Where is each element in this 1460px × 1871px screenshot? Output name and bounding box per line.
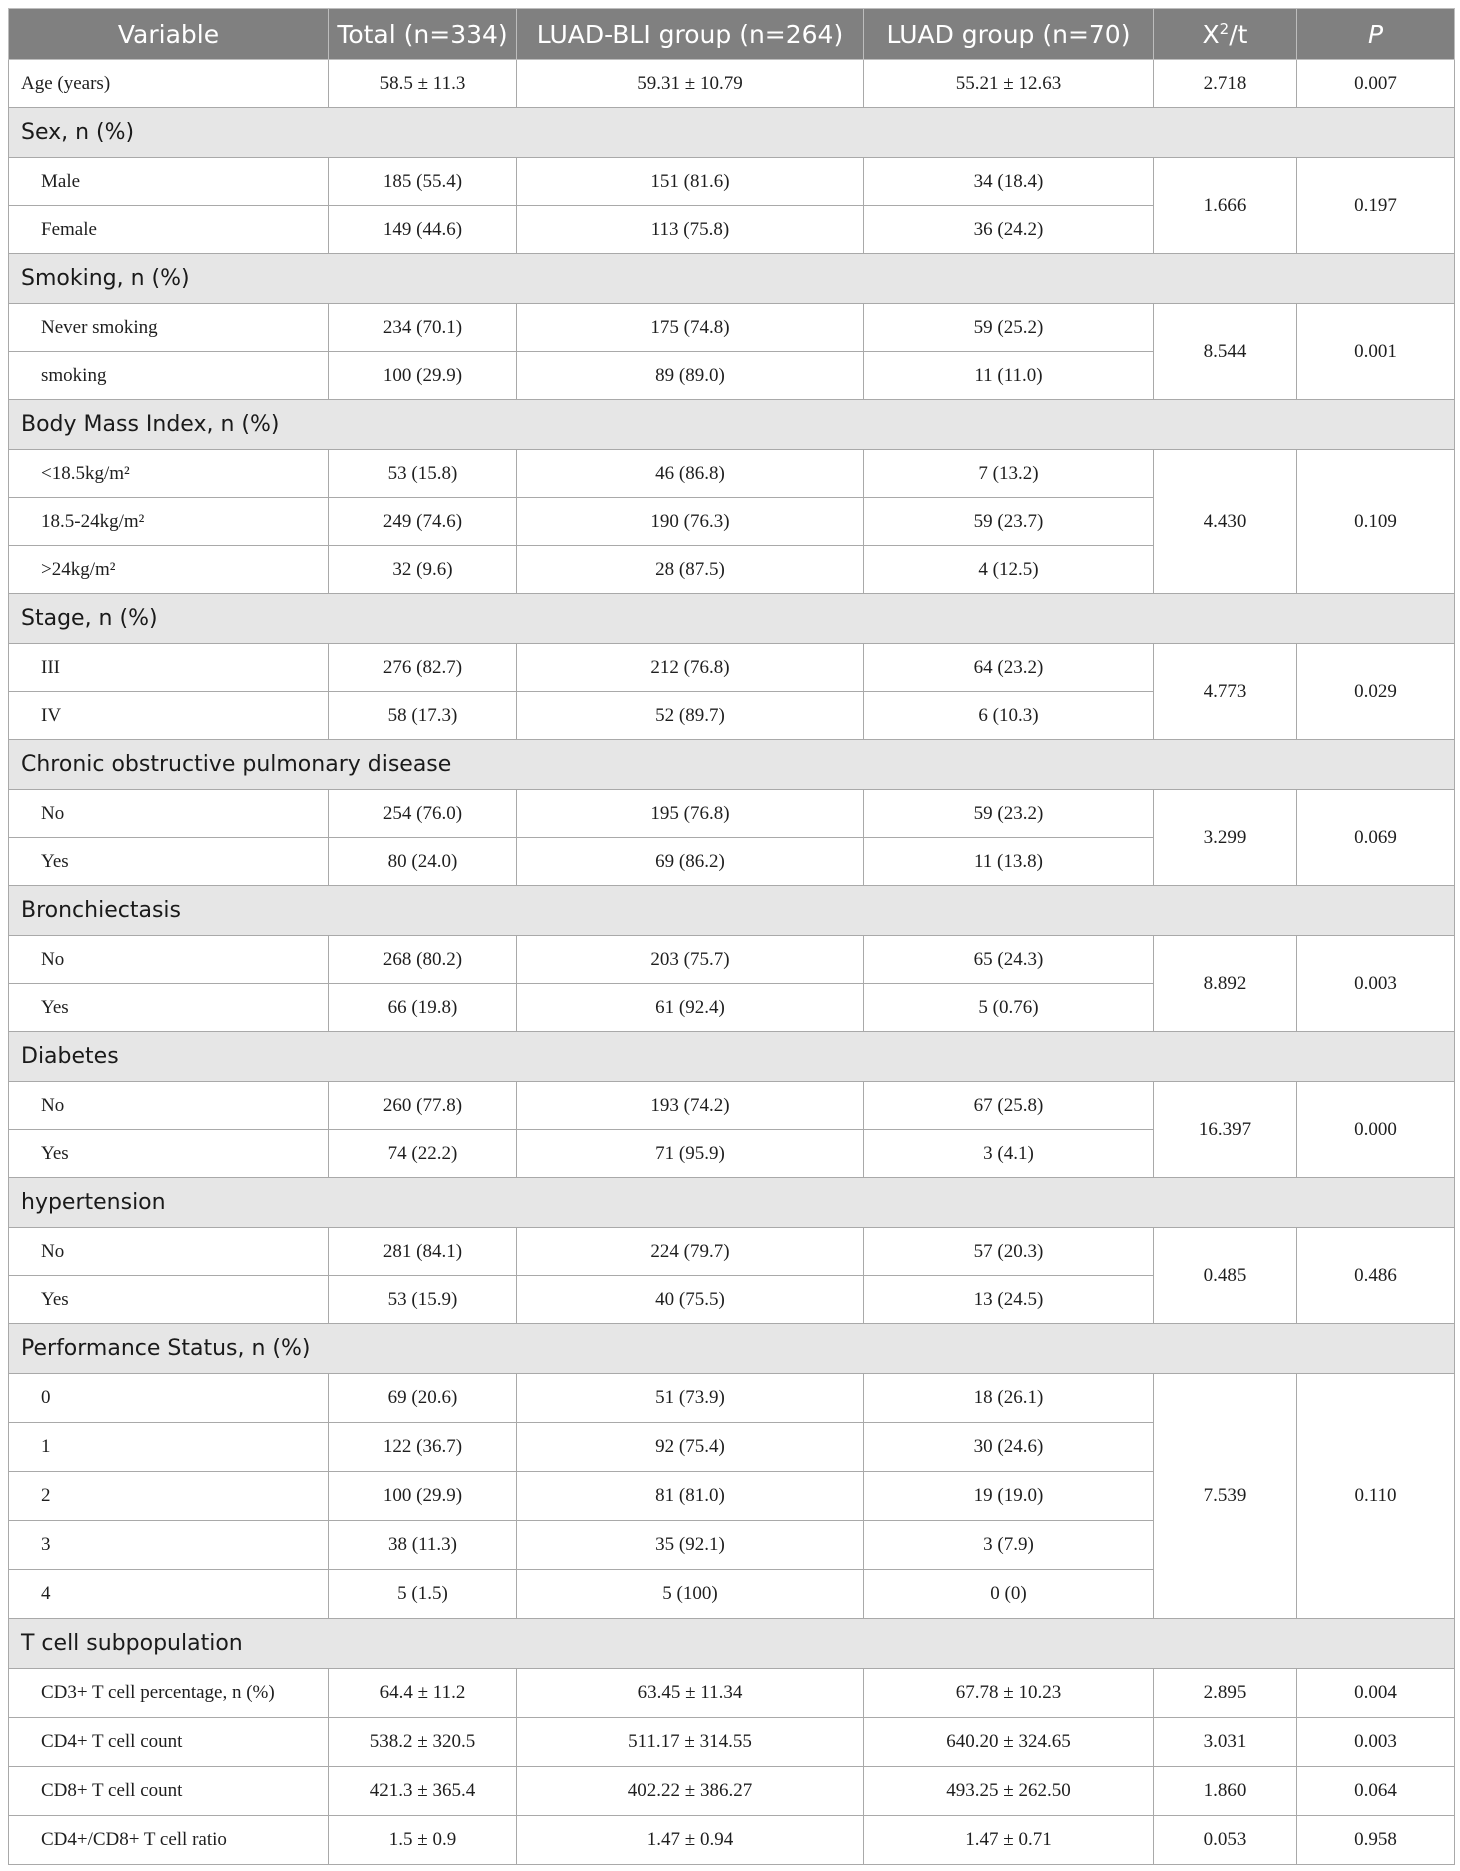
cell-statistic: 2.895 bbox=[1154, 1669, 1297, 1718]
cell-p: 0.004 bbox=[1297, 1669, 1455, 1718]
section-header-performance-status bbox=[9, 1324, 1455, 1374]
cell-p: 0.958 bbox=[1297, 1816, 1455, 1865]
cell-luad-bli: 28 (87.5) bbox=[517, 546, 864, 594]
cell-luad-bli: 1.47 ± 0.94 bbox=[517, 1816, 864, 1865]
row-label: >24kg/m² bbox=[9, 546, 329, 594]
cell-total: 1.5 ± 0.9 bbox=[329, 1816, 517, 1865]
cell-total: 69 (20.6) bbox=[329, 1374, 517, 1423]
cell-statistic: 4.773 bbox=[1154, 644, 1297, 740]
cell-statistic: 2.718 bbox=[1154, 60, 1297, 108]
cell-luad-bli: 71 (95.9) bbox=[517, 1130, 864, 1178]
cell-total: 260 (77.8) bbox=[329, 1082, 517, 1130]
header-p bbox=[1297, 9, 1455, 60]
cell-luad: 640.20 ± 324.65 bbox=[864, 1718, 1154, 1767]
cell-total: 5 (1.5) bbox=[329, 1570, 517, 1619]
cell-luad: 59 (25.2) bbox=[864, 304, 1154, 352]
row-label: <18.5kg/m² bbox=[9, 450, 329, 498]
table-row bbox=[9, 1816, 1455, 1865]
cell-total: 268 (80.2) bbox=[329, 936, 517, 984]
cell-luad: 30 (24.6) bbox=[864, 1423, 1154, 1472]
section-title: Smoking, n (%) bbox=[9, 254, 1455, 304]
cell-luad: 64 (23.2) bbox=[864, 644, 1154, 692]
cell-luad-bli: 5 (100) bbox=[517, 1570, 864, 1619]
table-row bbox=[9, 936, 1455, 984]
header-stat-t: /t bbox=[1229, 19, 1248, 49]
section-header-bmi bbox=[9, 400, 1455, 450]
cell-total: 53 (15.8) bbox=[329, 450, 517, 498]
row-label: IV bbox=[9, 692, 329, 740]
row-label: Yes bbox=[9, 1276, 329, 1324]
row-label: Never smoking bbox=[9, 304, 329, 352]
cell-luad-bli: 35 (92.1) bbox=[517, 1521, 864, 1570]
cell-luad: 59 (23.7) bbox=[864, 498, 1154, 546]
cell-luad-bli: 175 (74.8) bbox=[517, 304, 864, 352]
table-row bbox=[9, 158, 1455, 206]
cell-luad-bli: 59.31 ± 10.79 bbox=[517, 60, 864, 108]
cell-total: 122 (36.7) bbox=[329, 1423, 517, 1472]
cell-luad-bli: 89 (89.0) bbox=[517, 352, 864, 400]
cell-luad-bli: 193 (74.2) bbox=[517, 1082, 864, 1130]
cell-luad-bli: 81 (81.0) bbox=[517, 1472, 864, 1521]
cell-luad: 11 (11.0) bbox=[864, 352, 1154, 400]
cell-total: 249 (74.6) bbox=[329, 498, 517, 546]
table-row bbox=[9, 304, 1455, 352]
section-header-diabetes bbox=[9, 1032, 1455, 1082]
cell-luad-bli: 92 (75.4) bbox=[517, 1423, 864, 1472]
section-header-hypertension bbox=[9, 1178, 1455, 1228]
table-row bbox=[9, 1767, 1455, 1816]
cell-total: 58 (17.3) bbox=[329, 692, 517, 740]
cell-statistic: 3.031 bbox=[1154, 1718, 1297, 1767]
row-label: Yes bbox=[9, 838, 329, 886]
row-label: 1 bbox=[9, 1423, 329, 1472]
cell-p: 0.109 bbox=[1297, 450, 1455, 594]
header-stat-sup: 2 bbox=[1219, 19, 1230, 38]
section-header-stage bbox=[9, 594, 1455, 644]
row-label: No bbox=[9, 936, 329, 984]
cell-luad: 18 (26.1) bbox=[864, 1374, 1154, 1423]
cell-luad: 4 (12.5) bbox=[864, 546, 1154, 594]
cell-p: 0.001 bbox=[1297, 304, 1455, 400]
row-label: CD4+/CD8+ T cell ratio bbox=[9, 1816, 329, 1865]
cell-luad-bli: 224 (79.7) bbox=[517, 1228, 864, 1276]
cell-statistic: 8.544 bbox=[1154, 304, 1297, 400]
cell-luad: 65 (24.3) bbox=[864, 936, 1154, 984]
header-luad-bli: LUAD-BLI group (n=264) bbox=[517, 9, 864, 60]
header-variable: Variable bbox=[9, 9, 329, 60]
cell-luad: 57 (20.3) bbox=[864, 1228, 1154, 1276]
cell-total: 53 (15.9) bbox=[329, 1276, 517, 1324]
table-row bbox=[9, 1082, 1455, 1130]
section-header-smoking bbox=[9, 254, 1455, 304]
cell-statistic: 4.430 bbox=[1154, 450, 1297, 594]
cell-luad: 19 (19.0) bbox=[864, 1472, 1154, 1521]
header-total: Total (n=334) bbox=[329, 9, 517, 60]
row-label: 3 bbox=[9, 1521, 329, 1570]
baseline-characteristics-table bbox=[8, 8, 1455, 1865]
cell-luad-bli: 113 (75.8) bbox=[517, 206, 864, 254]
cell-luad-bli: 212 (76.8) bbox=[517, 644, 864, 692]
cell-p: 0.003 bbox=[1297, 936, 1455, 1032]
cell-luad: 67.78 ± 10.23 bbox=[864, 1669, 1154, 1718]
cell-total: 80 (24.0) bbox=[329, 838, 517, 886]
section-title: Body Mass Index, n (%) bbox=[9, 400, 1455, 450]
cell-luad: 59 (23.2) bbox=[864, 790, 1154, 838]
cell-statistic: 3.299 bbox=[1154, 790, 1297, 886]
row-label: 0 bbox=[9, 1374, 329, 1423]
cell-luad-bli: 203 (75.7) bbox=[517, 936, 864, 984]
cell-luad-bli: 151 (81.6) bbox=[517, 158, 864, 206]
cell-p: 0.029 bbox=[1297, 644, 1455, 740]
table-row bbox=[9, 644, 1455, 692]
cell-p: 0.110 bbox=[1297, 1374, 1455, 1619]
cell-luad: 1.47 ± 0.71 bbox=[864, 1816, 1154, 1865]
cell-luad: 7 (13.2) bbox=[864, 450, 1154, 498]
row-label: Female bbox=[9, 206, 329, 254]
table-row bbox=[9, 1718, 1455, 1767]
cell-luad: 5 (0.76) bbox=[864, 984, 1154, 1032]
table-row bbox=[9, 1669, 1455, 1718]
cell-total: 38 (11.3) bbox=[329, 1521, 517, 1570]
row-label: 4 bbox=[9, 1570, 329, 1619]
header-row bbox=[9, 9, 1455, 60]
cell-total: 64.4 ± 11.2 bbox=[329, 1669, 517, 1718]
cell-total: 185 (55.4) bbox=[329, 158, 517, 206]
row-label: No bbox=[9, 1228, 329, 1276]
cell-statistic: 0.485 bbox=[1154, 1228, 1297, 1324]
cell-luad: 3 (4.1) bbox=[864, 1130, 1154, 1178]
cell-p: 0.197 bbox=[1297, 158, 1455, 254]
cell-total: 149 (44.6) bbox=[329, 206, 517, 254]
cell-total: 234 (70.1) bbox=[329, 304, 517, 352]
cell-total: 276 (82.7) bbox=[329, 644, 517, 692]
cell-luad: 0 (0) bbox=[864, 1570, 1154, 1619]
cell-luad: 55.21 ± 12.63 bbox=[864, 60, 1154, 108]
cell-total: 100 (29.9) bbox=[329, 1472, 517, 1521]
cell-p: 0.486 bbox=[1297, 1228, 1455, 1324]
cell-luad: 11 (13.8) bbox=[864, 838, 1154, 886]
table-row bbox=[9, 60, 1455, 108]
section-title: Bronchiectasis bbox=[9, 886, 1455, 936]
row-label: CD8+ T cell count bbox=[9, 1767, 329, 1816]
cell-statistic: 1.666 bbox=[1154, 158, 1297, 254]
cell-luad-bli: 61 (92.4) bbox=[517, 984, 864, 1032]
cell-total: 421.3 ± 365.4 bbox=[329, 1767, 517, 1816]
cell-luad-bli: 511.17 ± 314.55 bbox=[517, 1718, 864, 1767]
row-label: 18.5-24kg/m² bbox=[9, 498, 329, 546]
cell-luad-bli: 40 (75.5) bbox=[517, 1276, 864, 1324]
cell-statistic: 8.892 bbox=[1154, 936, 1297, 1032]
cell-luad-bli: 52 (89.7) bbox=[517, 692, 864, 740]
cell-statistic: 1.860 bbox=[1154, 1767, 1297, 1816]
section-title: Chronic obstructive pulmonary disease bbox=[9, 740, 1455, 790]
row-label: No bbox=[9, 1082, 329, 1130]
section-title: Sex, n (%) bbox=[9, 108, 1455, 158]
cell-luad: 36 (24.2) bbox=[864, 206, 1154, 254]
table-row bbox=[9, 450, 1455, 498]
cell-p: 0.007 bbox=[1297, 60, 1455, 108]
section-title: Performance Status, n (%) bbox=[9, 1324, 1455, 1374]
row-label: CD3+ T cell percentage, n (%) bbox=[9, 1669, 329, 1718]
row-label: Yes bbox=[9, 984, 329, 1032]
cell-total: 58.5 ± 11.3 bbox=[329, 60, 517, 108]
cell-statistic: 16.397 bbox=[1154, 1082, 1297, 1178]
section-header-sex bbox=[9, 108, 1455, 158]
cell-statistic: 0.053 bbox=[1154, 1816, 1297, 1865]
section-header-copd bbox=[9, 740, 1455, 790]
header-luad: LUAD group (n=70) bbox=[864, 9, 1154, 60]
cell-luad-bli: 63.45 ± 11.34 bbox=[517, 1669, 864, 1718]
cell-statistic: 7.539 bbox=[1154, 1374, 1297, 1619]
cell-luad: 34 (18.4) bbox=[864, 158, 1154, 206]
table-row bbox=[9, 790, 1455, 838]
cell-p: 0.000 bbox=[1297, 1082, 1455, 1178]
cell-total: 74 (22.2) bbox=[329, 1130, 517, 1178]
table-row bbox=[9, 1228, 1455, 1276]
table-row bbox=[9, 1374, 1455, 1423]
table-container bbox=[8, 8, 1454, 1865]
cell-luad-bli: 46 (86.8) bbox=[517, 450, 864, 498]
cell-p: 0.064 bbox=[1297, 1767, 1455, 1816]
row-label: Yes bbox=[9, 1130, 329, 1178]
cell-luad-bli: 195 (76.8) bbox=[517, 790, 864, 838]
cell-luad: 13 (24.5) bbox=[864, 1276, 1154, 1324]
cell-total: 66 (19.8) bbox=[329, 984, 517, 1032]
row-label: 2 bbox=[9, 1472, 329, 1521]
cell-luad: 67 (25.8) bbox=[864, 1082, 1154, 1130]
row-label: smoking bbox=[9, 352, 329, 400]
row-label: Male bbox=[9, 158, 329, 206]
header-statistic bbox=[1154, 9, 1297, 60]
cell-luad-bli: 402.22 ± 386.27 bbox=[517, 1767, 864, 1816]
cell-total: 538.2 ± 320.5 bbox=[329, 1718, 517, 1767]
cell-luad: 3 (7.9) bbox=[864, 1521, 1154, 1570]
cell-luad: 6 (10.3) bbox=[864, 692, 1154, 740]
header-p-label: P bbox=[1367, 19, 1384, 49]
section-title: T cell subpopulation bbox=[9, 1619, 1455, 1669]
cell-total: 281 (84.1) bbox=[329, 1228, 517, 1276]
row-label: Age (years) bbox=[9, 60, 329, 108]
cell-luad-bli: 69 (86.2) bbox=[517, 838, 864, 886]
cell-total: 32 (9.6) bbox=[329, 546, 517, 594]
section-title: Stage, n (%) bbox=[9, 594, 1455, 644]
cell-p: 0.069 bbox=[1297, 790, 1455, 886]
cell-luad: 493.25 ± 262.50 bbox=[864, 1767, 1154, 1816]
row-label: CD4+ T cell count bbox=[9, 1718, 329, 1767]
section-title: Diabetes bbox=[9, 1032, 1455, 1082]
row-label: No bbox=[9, 790, 329, 838]
cell-p: 0.003 bbox=[1297, 1718, 1455, 1767]
header-stat-x: X bbox=[1202, 19, 1220, 49]
row-label: III bbox=[9, 644, 329, 692]
cell-luad-bli: 190 (76.3) bbox=[517, 498, 864, 546]
cell-total: 100 (29.9) bbox=[329, 352, 517, 400]
section-title: hypertension bbox=[9, 1178, 1455, 1228]
cell-luad-bli: 51 (73.9) bbox=[517, 1374, 864, 1423]
cell-total: 254 (76.0) bbox=[329, 790, 517, 838]
section-header-t-cell bbox=[9, 1619, 1455, 1669]
section-header-bronchiectasis bbox=[9, 886, 1455, 936]
